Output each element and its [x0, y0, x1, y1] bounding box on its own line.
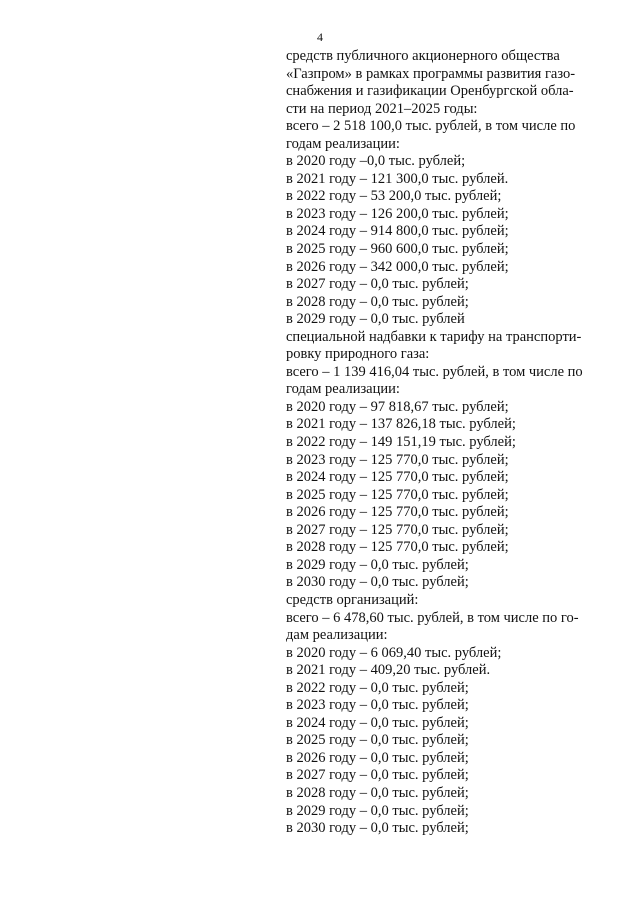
text-line: в 2021 году – 409,20 тыс. рублей. — [286, 662, 491, 679]
text-line: в 2026 году – 0,0 тыс. рублей; — [286, 749, 469, 766]
text-line: в 2024 году – 125 770,0 тыс. рублей; — [286, 469, 509, 486]
text-line: в 2025 году – 125 770,0 тыс. рублей; — [286, 486, 509, 503]
text-line: в 2028 году – 0,0 тыс. рублей; — [286, 293, 469, 310]
text-line: всего – 6 478,60 тыс. рублей, в том числе по го- — [286, 609, 579, 626]
text-line: в 2030 году – 0,0 тыс. рублей; — [286, 574, 469, 591]
text-line: всего – 1 139 416,04 тыс. рублей, в том числе по — [286, 363, 583, 380]
document-body — [286, 48, 604, 838]
text-line: в 2022 году – 53 200,0 тыс. рублей; — [286, 188, 502, 205]
text-line: сти на период 2021–2025 годы: — [286, 100, 478, 117]
text-line: снабжения и газификации Оренбургской обла- — [286, 83, 574, 100]
text-line: в 2026 году – 342 000,0 тыс. рублей; — [286, 258, 509, 275]
text-line: в 2024 году – 914 800,0 тыс. рублей; — [286, 223, 509, 240]
text-line: годам реализации: — [286, 135, 400, 152]
text-line: в 2023 году – 125 770,0 тыс. рублей; — [286, 451, 509, 468]
text-line: в 2027 году – 125 770,0 тыс. рублей; — [286, 521, 509, 538]
text-line: в 2030 году – 0,0 тыс. рублей; — [286, 820, 469, 837]
text-line: в 2024 году – 0,0 тыс. рублей; — [286, 714, 469, 731]
text-line: в 2022 году – 0,0 тыс. рублей; — [286, 679, 469, 696]
text-line: в 2020 году –0,0 тыс. рублей; — [286, 153, 466, 170]
text-line: всего – 2 518 100,0 тыс. рублей, в том числе по — [286, 118, 576, 135]
text-line: в 2029 году – 0,0 тыс. рублей — [286, 311, 465, 328]
text-line: в 2027 году – 0,0 тыс. рублей; — [286, 276, 469, 293]
text-line: в 2020 году – 97 818,67 тыс. рублей; — [286, 398, 509, 415]
text-line: в 2023 году – 126 200,0 тыс. рублей; — [286, 205, 509, 222]
text-line: «Газпром» в рамках программы развития газо- — [286, 65, 576, 82]
text-line: ровку природного газа: — [286, 346, 430, 363]
text-line: в 2023 году – 0,0 тыс. рублей; — [286, 697, 469, 714]
text-line: в 2029 году – 0,0 тыс. рублей; — [286, 556, 469, 573]
page-number: 4 — [317, 30, 323, 44]
text-line: в 2028 году – 0,0 тыс. рублей; — [286, 784, 469, 801]
text-line: в 2027 году – 0,0 тыс. рублей; — [286, 767, 469, 784]
text-line: средств организаций: — [286, 591, 419, 608]
text-line: в 2029 году – 0,0 тыс. рублей; — [286, 802, 469, 819]
text-line: в 2022 году – 149 151,19 тыс. рублей; — [286, 434, 516, 451]
text-line: дам реализации: — [286, 627, 388, 644]
text-line: специальной надбавки к тарифу на транспорти- — [286, 328, 582, 345]
text-line: в 2020 году – 6 069,40 тыс. рублей; — [286, 644, 502, 661]
text-line: в 2021 году – 137 826,18 тыс. рублей; — [286, 416, 516, 433]
text-line: средств публичного акционерного общества — [286, 48, 560, 64]
text-line: в 2025 году – 960 600,0 тыс. рублей; — [286, 241, 509, 258]
text-line: в 2026 году – 125 770,0 тыс. рублей; — [286, 504, 509, 521]
text-line: в 2025 году – 0,0 тыс. рублей; — [286, 732, 469, 749]
text-line: в 2021 году – 121 300,0 тыс. рублей. — [286, 170, 509, 187]
text-line: в 2028 году – 125 770,0 тыс. рублей; — [286, 539, 509, 556]
text-line: годам реализации: — [286, 381, 400, 398]
